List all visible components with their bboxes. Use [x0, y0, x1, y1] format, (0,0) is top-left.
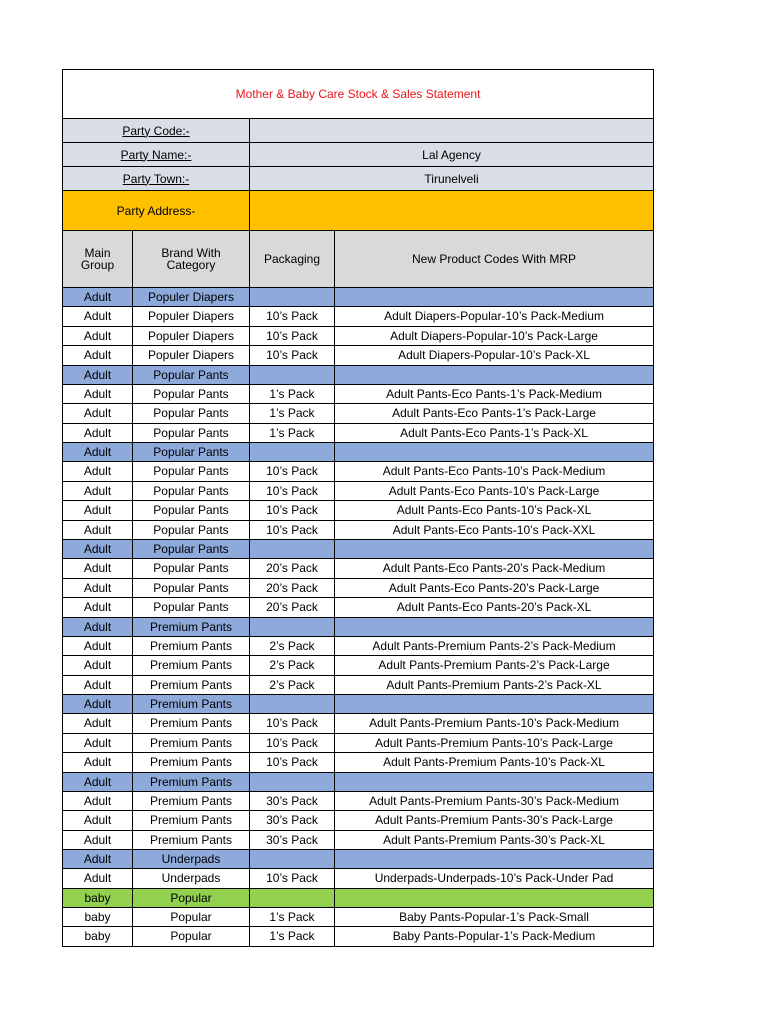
cell-packaging[interactable]: 20’s Pack — [250, 598, 335, 618]
party-address-row — [63, 191, 654, 231]
table-row — [63, 307, 654, 327]
cell-main-group[interactable]: Adult — [63, 384, 133, 404]
cell-packaging[interactable]: 10’s Pack — [250, 753, 335, 773]
table-row — [63, 423, 654, 443]
cell-main-group[interactable]: Adult — [63, 636, 133, 656]
table-row — [63, 656, 654, 676]
cell-packaging[interactable]: 2’s Pack — [250, 636, 335, 656]
cell-main-group[interactable]: Adult — [63, 288, 133, 307]
party-code-row — [63, 119, 654, 143]
cell-packaging[interactable]: 1’s Pack — [250, 927, 335, 947]
cell-brand-category[interactable]: Premium Pants — [133, 656, 250, 676]
cell-brand-category[interactable]: Premium Pants — [133, 695, 250, 714]
cell-product-code[interactable]: Baby Pants-Popular-1’s Pack-Medium — [335, 927, 654, 947]
party-code-value[interactable] — [250, 119, 654, 143]
table-row — [63, 578, 654, 598]
cell-brand-category[interactable]: Popular — [133, 888, 250, 907]
cell-packaging[interactable]: 10’s Pack — [250, 307, 335, 327]
cell-main-group[interactable]: Adult — [63, 617, 133, 636]
cell-packaging[interactable]: 10’s Pack — [250, 481, 335, 501]
table-row — [63, 384, 654, 404]
cell-brand-category[interactable]: Populer Diapers — [133, 288, 250, 307]
column-header-row — [63, 231, 654, 288]
cell-main-group[interactable]: Adult — [63, 869, 133, 889]
cell-brand-category[interactable]: Popular Pants — [133, 559, 250, 579]
table-row — [63, 714, 654, 734]
group-row — [63, 888, 654, 907]
cell-product-code[interactable]: Adult Pants-Eco Pants-20’s Pack-Medium — [335, 559, 654, 579]
cell-product-code[interactable]: Adult Pants-Eco Pants-20’s Pack-XL — [335, 598, 654, 618]
cell-main-group[interactable]: baby — [63, 927, 133, 947]
table-row — [63, 791, 654, 811]
cell-product-code[interactable]: Adult Pants-Eco Pants-10’s Pack-XL — [335, 501, 654, 521]
table-row — [63, 753, 654, 773]
cell-product-code[interactable] — [335, 540, 654, 559]
cell-brand-category[interactable]: Premium Pants — [133, 675, 250, 695]
cell-product-code[interactable]: Adult Pants-Eco Pants-20’s Pack-Large — [335, 578, 654, 598]
cell-product-code[interactable]: Adult Pants-Eco Pants-1’s Pack-Large — [335, 404, 654, 424]
party-address-label: Party Address- — [63, 191, 250, 231]
cell-main-group[interactable]: Adult — [63, 404, 133, 424]
cell-brand-category[interactable]: Premium Pants — [133, 772, 250, 791]
cell-product-code[interactable]: Adult Pants-Premium Pants-30’s Pack-Large — [335, 811, 654, 831]
cell-main-group[interactable]: Adult — [63, 656, 133, 676]
cell-product-code[interactable]: Adult Diapers-Popular-10’s Pack-Large — [335, 326, 654, 346]
cell-packaging[interactable]: 10’s Pack — [250, 869, 335, 889]
table-row — [63, 326, 654, 346]
cell-main-group[interactable]: baby — [63, 907, 133, 927]
cell-packaging[interactable] — [250, 365, 335, 384]
header-packaging: Packaging — [250, 231, 335, 288]
cell-packaging[interactable] — [250, 540, 335, 559]
cell-packaging[interactable] — [250, 772, 335, 791]
cell-brand-category[interactable]: Premium Pants — [133, 811, 250, 831]
table-row — [63, 733, 654, 753]
cell-brand-category[interactable]: Popular Pants — [133, 578, 250, 598]
table-row — [63, 462, 654, 482]
cell-brand-category[interactable]: Popular Pants — [133, 423, 250, 443]
cell-packaging[interactable]: 30’s Pack — [250, 830, 335, 850]
cell-brand-category[interactable]: Underpads — [133, 869, 250, 889]
cell-product-code[interactable] — [335, 850, 654, 869]
table-row — [63, 501, 654, 521]
party-town-value[interactable]: Tirunelveli — [250, 167, 654, 191]
party-town-label: Party Town:- — [63, 167, 250, 191]
cell-main-group[interactable]: Adult — [63, 675, 133, 695]
cell-packaging[interactable] — [250, 617, 335, 636]
title-row — [63, 70, 654, 119]
stock-sales-sheet — [62, 69, 654, 947]
cell-packaging[interactable] — [250, 288, 335, 307]
cell-main-group[interactable]: Adult — [63, 850, 133, 869]
group-row — [63, 443, 654, 462]
cell-main-group[interactable]: Adult — [63, 772, 133, 791]
cell-packaging[interactable]: 10’s Pack — [250, 733, 335, 753]
cell-packaging[interactable]: 10’s Pack — [250, 520, 335, 540]
cell-brand-category[interactable]: Popular — [133, 907, 250, 927]
cell-main-group[interactable]: Adult — [63, 578, 133, 598]
cell-product-code[interactable]: Adult Pants-Premium Pants-30’s Pack-Medium — [335, 791, 654, 811]
cell-packaging[interactable]: 20’s Pack — [250, 559, 335, 579]
cell-brand-category[interactable]: Premium Pants — [133, 830, 250, 850]
cell-brand-category[interactable]: Premium Pants — [133, 753, 250, 773]
group-row — [63, 695, 654, 714]
cell-packaging[interactable]: 10’s Pack — [250, 501, 335, 521]
cell-main-group[interactable]: Adult — [63, 423, 133, 443]
header-brand-category: Brand With Category — [133, 231, 250, 288]
cell-brand-category[interactable]: Premium Pants — [133, 714, 250, 734]
party-name-label: Party Name:- — [63, 143, 250, 167]
cell-main-group[interactable]: Adult — [63, 501, 133, 521]
cell-brand-category[interactable]: Popular Pants — [133, 540, 250, 559]
cell-main-group[interactable]: Adult — [63, 462, 133, 482]
group-row — [63, 772, 654, 791]
cell-brand-category[interactable]: Populer Diapers — [133, 326, 250, 346]
cell-packaging[interactable] — [250, 850, 335, 869]
cell-product-code[interactable]: Adult Pants-Premium Pants-10’s Pack-Large — [335, 733, 654, 753]
table-row — [63, 559, 654, 579]
party-town-row — [63, 167, 654, 191]
cell-product-code[interactable]: Adult Pants-Premium Pants-10’s Pack-XL — [335, 753, 654, 773]
party-address-value[interactable] — [250, 191, 654, 231]
cell-brand-category[interactable]: Popular Pants — [133, 501, 250, 521]
cell-brand-category[interactable]: Popular Pants — [133, 598, 250, 618]
table-row — [63, 598, 654, 618]
table-row — [63, 481, 654, 501]
table-row — [63, 907, 654, 927]
cell-product-code[interactable] — [335, 772, 654, 791]
cell-brand-category[interactable]: Underpads — [133, 850, 250, 869]
cell-brand-category[interactable]: Popular Pants — [133, 520, 250, 540]
cell-main-group[interactable]: Adult — [63, 714, 133, 734]
cell-product-code[interactable]: Adult Pants-Eco Pants-10’s Pack-Large — [335, 481, 654, 501]
cell-packaging[interactable]: 10’s Pack — [250, 462, 335, 482]
cell-brand-category[interactable]: Premium Pants — [133, 617, 250, 636]
cell-product-code[interactable] — [335, 888, 654, 907]
table-row — [63, 346, 654, 366]
cell-brand-category[interactable]: Populer Diapers — [133, 307, 250, 327]
cell-main-group[interactable]: Adult — [63, 443, 133, 462]
cell-packaging[interactable]: 2’s Pack — [250, 675, 335, 695]
cell-product-code[interactable] — [335, 365, 654, 384]
cell-packaging[interactable]: 10’s Pack — [250, 346, 335, 366]
cell-packaging[interactable] — [250, 888, 335, 907]
group-row — [63, 540, 654, 559]
cell-brand-category[interactable]: Premium Pants — [133, 636, 250, 656]
cell-brand-category[interactable]: Populer Diapers — [133, 346, 250, 366]
table-row — [63, 869, 654, 889]
cell-brand-category[interactable]: Popular Pants — [133, 443, 250, 462]
table-row — [63, 404, 654, 424]
cell-product-code[interactable] — [335, 443, 654, 462]
cell-brand-category[interactable]: Premium Pants — [133, 791, 250, 811]
cell-main-group[interactable]: Adult — [63, 830, 133, 850]
cell-brand-category[interactable]: Popular — [133, 927, 250, 947]
cell-product-code[interactable]: Adult Pants-Premium Pants-10’s Pack-Medium — [335, 714, 654, 734]
cell-packaging[interactable]: 30’s Pack — [250, 791, 335, 811]
header-main-group: Main Group — [63, 231, 133, 288]
cell-product-code[interactable]: Adult Pants-Premium Pants-30’s Pack-XL — [335, 830, 654, 850]
statement-title: Mother & Baby Care Stock & Sales Statement — [63, 70, 654, 119]
cell-main-group[interactable]: baby — [63, 888, 133, 907]
cell-main-group[interactable]: Adult — [63, 307, 133, 327]
cell-product-code[interactable] — [335, 695, 654, 714]
cell-main-group[interactable]: Adult — [63, 520, 133, 540]
header-product-codes: New Product Codes With MRP — [335, 231, 654, 288]
cell-brand-category[interactable]: Premium Pants — [133, 733, 250, 753]
table-row — [63, 520, 654, 540]
cell-product-code[interactable]: Adult Pants-Premium Pants-2’s Pack-XL — [335, 675, 654, 695]
group-row — [63, 850, 654, 869]
table-row — [63, 830, 654, 850]
cell-brand-category[interactable]: Popular Pants — [133, 481, 250, 501]
cell-packaging[interactable]: 1’s Pack — [250, 423, 335, 443]
table-row — [63, 927, 654, 947]
cell-packaging[interactable]: 1’s Pack — [250, 404, 335, 424]
cell-main-group[interactable]: Adult — [63, 598, 133, 618]
cell-packaging[interactable]: 30’s Pack — [250, 811, 335, 831]
cell-main-group[interactable]: Adult — [63, 540, 133, 559]
cell-product-code[interactable]: Adult Pants-Premium Pants-2’s Pack-Medium — [335, 636, 654, 656]
cell-main-group[interactable]: Adult — [63, 559, 133, 579]
cell-main-group[interactable]: Adult — [63, 481, 133, 501]
cell-product-code[interactable]: Baby Pants-Popular-1’s Pack-Small — [335, 907, 654, 927]
cell-product-code[interactable] — [335, 288, 654, 307]
cell-product-code[interactable]: Adult Pants-Eco Pants-10’s Pack-Medium — [335, 462, 654, 482]
cell-main-group[interactable]: Adult — [63, 733, 133, 753]
cell-main-group[interactable]: Adult — [63, 695, 133, 714]
cell-main-group[interactable]: Adult — [63, 791, 133, 811]
cell-product-code[interactable]: Adult Pants-Premium Pants-2’s Pack-Large — [335, 656, 654, 676]
cell-main-group[interactable]: Adult — [63, 365, 133, 384]
cell-product-code[interactable] — [335, 617, 654, 636]
cell-brand-category[interactable]: Popular Pants — [133, 462, 250, 482]
table-row — [63, 811, 654, 831]
cell-product-code[interactable]: Adult Pants-Eco Pants-1’s Pack-Medium — [335, 384, 654, 404]
group-row — [63, 288, 654, 307]
cell-product-code[interactable]: Adult Pants-Eco Pants-1’s Pack-XL — [335, 423, 654, 443]
cell-main-group[interactable]: Adult — [63, 326, 133, 346]
group-row — [63, 617, 654, 636]
cell-product-code[interactable]: Adult Pants-Eco Pants-10’s Pack-XXL — [335, 520, 654, 540]
cell-product-code[interactable]: Adult Diapers-Popular-10’s Pack-Medium — [335, 307, 654, 327]
cell-product-code[interactable]: Adult Diapers-Popular-10’s Pack-XL — [335, 346, 654, 366]
cell-brand-category[interactable]: Popular Pants — [133, 384, 250, 404]
cell-packaging[interactable]: 1’s Pack — [250, 384, 335, 404]
cell-main-group[interactable]: Adult — [63, 753, 133, 773]
cell-packaging[interactable] — [250, 443, 335, 462]
cell-packaging[interactable]: 10’s Pack — [250, 326, 335, 346]
party-name-row — [63, 143, 654, 167]
cell-packaging[interactable]: 1’s Pack — [250, 907, 335, 927]
table-row — [63, 675, 654, 695]
group-row — [63, 365, 654, 384]
cell-main-group[interactable]: Adult — [63, 346, 133, 366]
cell-brand-category[interactable]: Popular Pants — [133, 365, 250, 384]
cell-product-code[interactable]: Underpads-Underpads-10’s Pack-Under Pad — [335, 869, 654, 889]
party-code-label: Party Code:- — [63, 119, 250, 143]
cell-packaging[interactable]: 20’s Pack — [250, 578, 335, 598]
cell-main-group[interactable]: Adult — [63, 811, 133, 831]
cell-packaging[interactable]: 2’s Pack — [250, 656, 335, 676]
cell-packaging[interactable] — [250, 695, 335, 714]
cell-packaging[interactable]: 10’s Pack — [250, 714, 335, 734]
table-row — [63, 636, 654, 656]
cell-brand-category[interactable]: Popular Pants — [133, 404, 250, 424]
party-name-value[interactable]: Lal Agency — [250, 143, 654, 167]
